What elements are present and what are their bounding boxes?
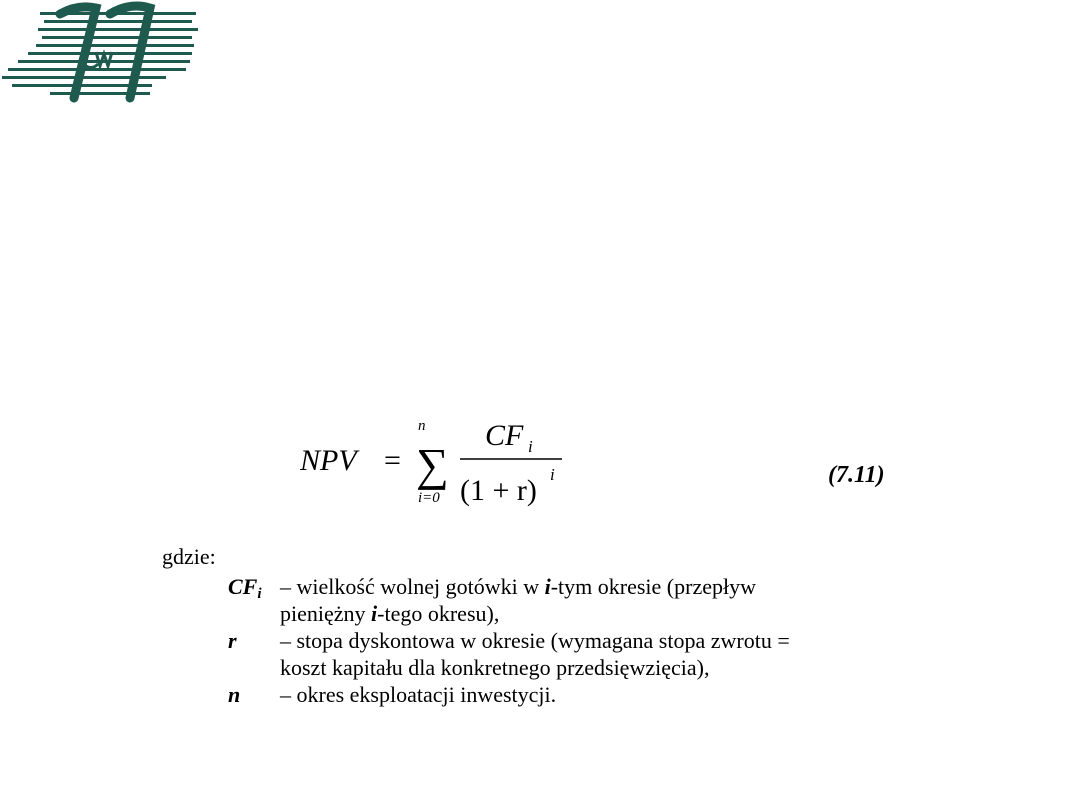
definition-symbol-r: r [228,628,237,653]
definition-r [228,627,790,681]
intro-label: gdzie: [162,544,216,569]
definition-cf-line1: – wielkość wolnej gotówki w i-tym okresie (przepływ [280,574,756,599]
denominator-exponent: i [550,465,555,484]
numerator-main: CF [485,419,524,452]
definition-r-line2: koszt kapitału dla konkretnego przedsięwzięcia), [280,655,710,680]
sum-symbol: ∑ [416,439,449,490]
definition-symbol-cf: $CF_i$ [228,574,262,602]
definition-cf [228,573,790,627]
tewt-logo [0,0,200,104]
formula-equals: = [384,444,401,477]
npv-formula [300,410,920,520]
sum-lower-limit: i=0 [418,490,440,506]
definition-n [228,681,790,708]
formula-lhs: NPV [300,444,357,477]
numerator-sub: i [528,437,533,456]
definitions-list [228,573,790,708]
definition-symbol-n: n [228,682,241,707]
equation-number: (7.11) [828,462,885,488]
definition-n-line1: – okres eksploatacji inwestycji. [280,682,557,707]
definition-cf-line2: pieniężny i-tego okresu), [280,601,500,626]
definition-r-line1: – stopa dyskontowa w okresie (wymagana stopa zwrotu = [280,628,790,653]
denominator: (1 + r) [460,474,537,507]
sum-upper-limit: n [418,418,426,434]
